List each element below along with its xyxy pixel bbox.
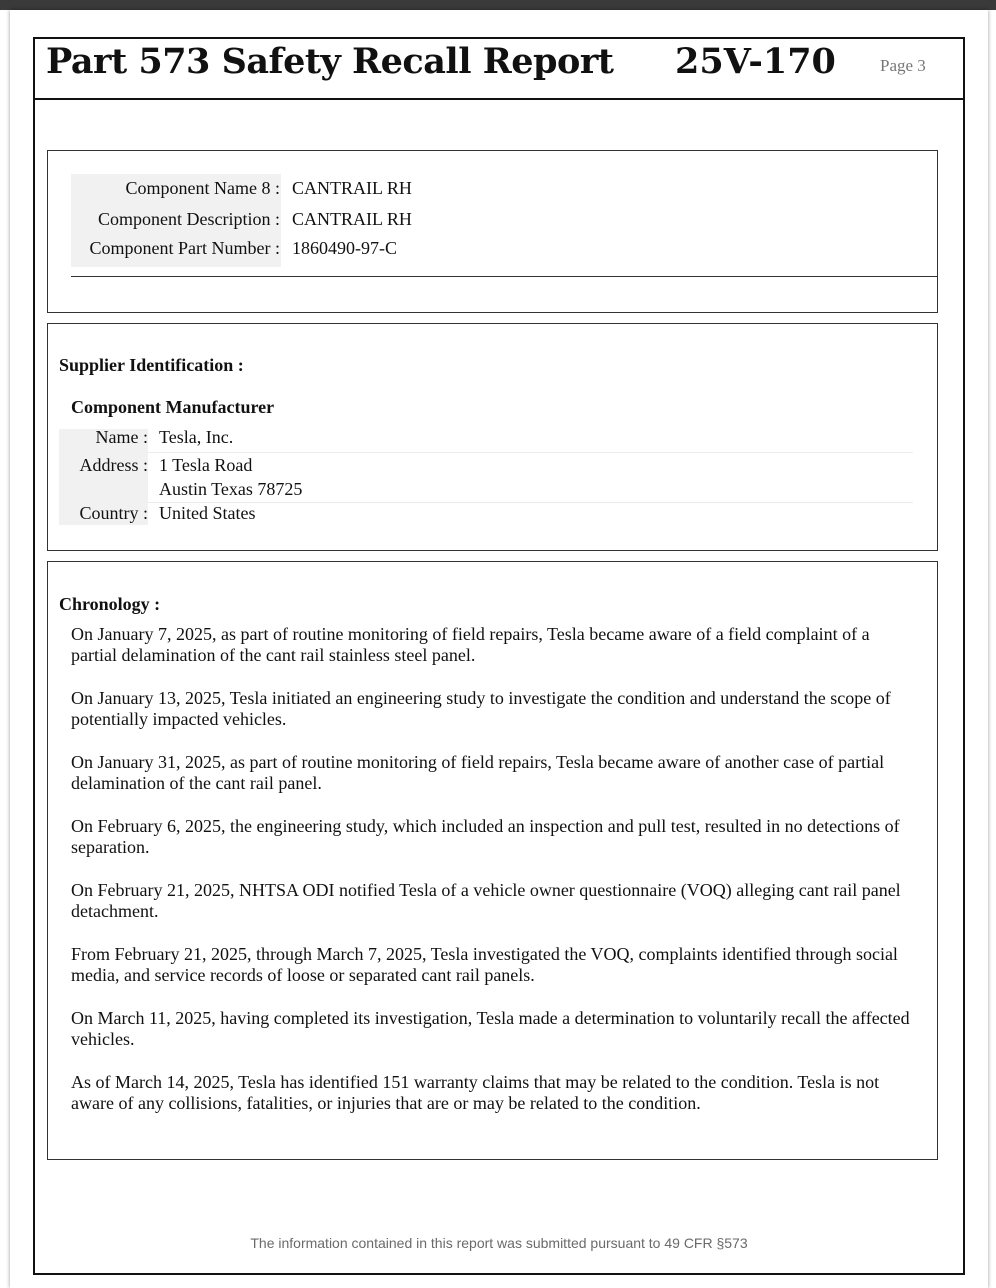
chronology-entry: On March 11, 2025, having completed its investigation, Tesla made a determination to voluntarily recall the affected vehicles. xyxy=(71,1008,910,1049)
chronology-section xyxy=(47,561,938,1160)
footer-note: The information contained in this report was submitted pursuant to 49 CFR §573 xyxy=(250,1235,748,1251)
report-title: Part 573 Safety Recall Report xyxy=(46,41,614,82)
chronology-entry: On January 13, 2025, Tesla initiated an engineering study to investigate the condition and understand the scope of potentially impacted vehicles. xyxy=(71,688,891,729)
supplier-address-line2: Austin Texas 78725 xyxy=(159,479,303,499)
supplier-row-divider xyxy=(148,502,913,503)
chronology-entry: From February 21, 2025, through March 7, 2025, Tesla investigated the VOQ, complaints identified through social media, and service records of loose or separated cant rail panels. xyxy=(71,944,898,985)
component-part-number-value: 1860490-97-C xyxy=(292,238,397,258)
chronology-entry: As of March 14, 2025, Tesla has identified 151 warranty claims that may be related to the condition. Tesla is not aware of any collisions, fatalities, or injuries that are or may be related to the condition. xyxy=(71,1072,880,1113)
recall-id: 25V-170 xyxy=(675,41,836,82)
component-name-label: Component Name 8 : xyxy=(125,178,280,198)
component-description-label: Component Description : xyxy=(98,209,280,229)
viewer-top-bar xyxy=(0,0,996,10)
supplier-section xyxy=(47,323,938,551)
supplier-row-divider xyxy=(148,452,913,453)
chronology-entry: On February 21, 2025, NHTSA ODI notified Tesla of a vehicle owner questionnaire (VOQ) alleging cant rail panel detachment. xyxy=(71,880,901,921)
component-divider xyxy=(71,276,938,277)
component-section xyxy=(47,150,938,313)
component-name-value: CANTRAIL RH xyxy=(292,178,412,198)
chronology-entry: On January 7, 2025, as part of routine monitoring of field repairs, Tesla became aware of a field complaint of a partial delamination of the cant rail stainless steel panel. xyxy=(71,624,870,665)
supplier-country-value: United States xyxy=(159,503,256,523)
supplier-name-label: Name : xyxy=(95,427,148,447)
report-header xyxy=(33,37,965,100)
component-description-value: CANTRAIL RH xyxy=(292,209,412,229)
supplier-address-line1: 1 Tesla Road xyxy=(159,455,253,475)
chronology-heading: Chronology : xyxy=(59,594,161,614)
supplier-name-value: Tesla, Inc. xyxy=(159,427,234,447)
chronology-list xyxy=(71,624,911,1136)
chronology-entry: On February 6, 2025, the engineering study, which included an inspection and pull test, resulted in no detections of separation. xyxy=(71,816,900,857)
supplier-heading: Supplier Identification : xyxy=(59,355,244,375)
component-part-number-label: Component Part Number : xyxy=(89,238,280,258)
chronology-entry: On January 31, 2025, as part of routine monitoring of field repairs, Tesla became aware of another case of partial delamination of the cant rail panel. xyxy=(71,752,885,793)
page-number: Page 3 xyxy=(880,56,926,75)
supplier-address-label: Address : xyxy=(79,455,148,475)
supplier-country-label: Country : xyxy=(79,503,148,523)
component-manufacturer-heading: Component Manufacturer xyxy=(71,397,275,417)
